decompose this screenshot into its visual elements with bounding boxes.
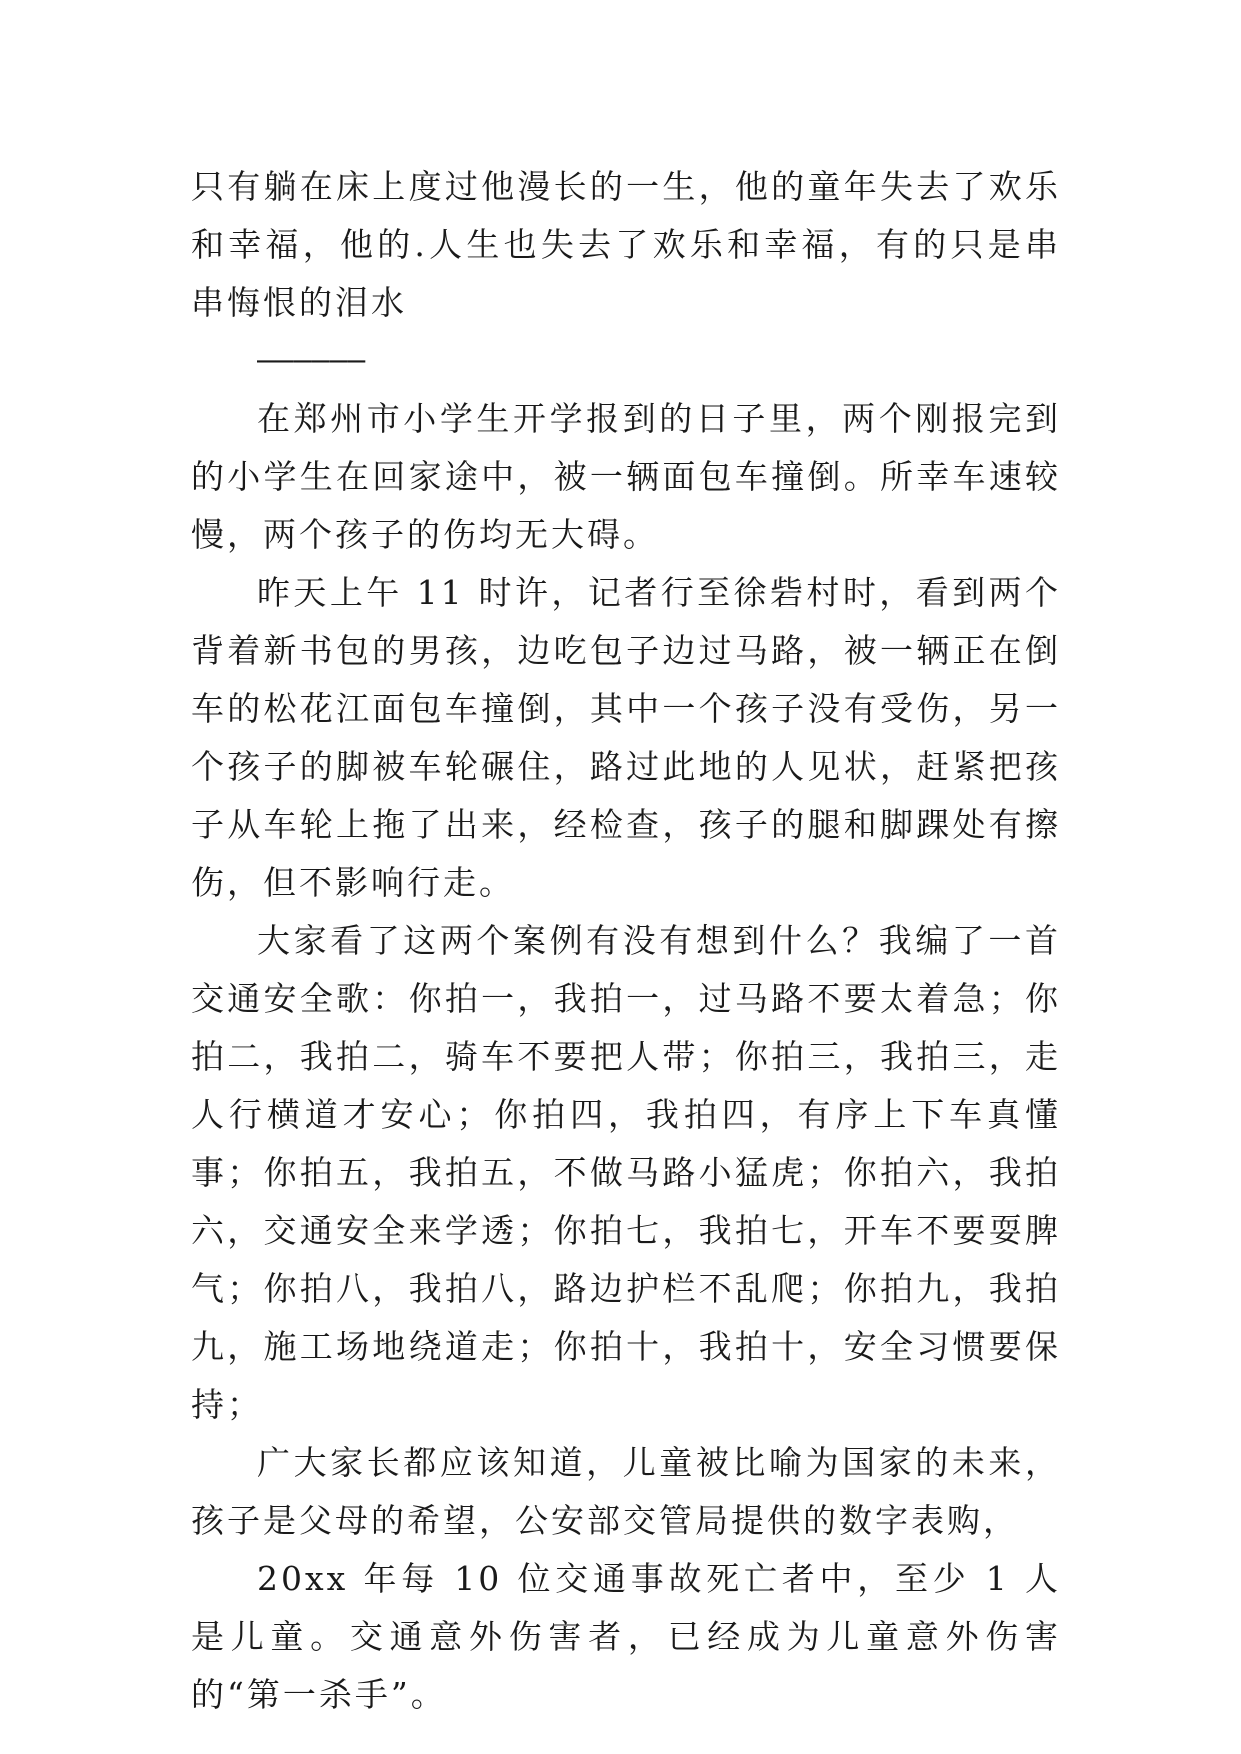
paragraph-safety-song: 大家看了这两个案例有没有想到什么？我编了一首交通安全歌：你拍一，我拍一，过马路不要太着急；你拍二，我拍二，骑车不要把人带；你拍三，我拍三，走人行横道才安心；你拍四，我拍四，有序上下车真懂事；你拍五，我拍五，不做马路小猛虎；你拍六，我拍六，交通安全来学透；你拍七，我拍七，开车不要耍脾气；你拍八，我拍八，路边护栏不乱爬；你拍九，我拍九，施工场地绕道走；你拍十，我拍十，安全习惯要保持； [191,921,1061,1424]
paragraph-zhengzhou-incident: 在郑州市小学生开学报到的日子里，两个刚报完到的小学生在回家途中，被一辆面包车撞倒。所幸车速较慢，两个孩子的伤均无大碍。 [191,399,1061,554]
separator-dashes: —————— [257,343,366,378]
body-text [191,158,1061,1724]
paragraph-parents: 广大家长都应该知道，儿童被比喻为国家的未来，孩子是父母的希望，公安部交管局提供的数字表购， [191,1443,1061,1540]
paragraph-statistics: 20xx 年每 10 位交通事故死亡者中，至少 1 人是儿童。交通意外伤害者，已经成为儿童意外伤害的“第一杀手”。 [191,1559,1061,1714]
paragraph-continuation: 只有躺在床上度过他漫长的一生，他的童年失去了欢乐和幸福，他的.人生也失去了欢乐和幸福，有的只是串串悔恨的泪水 [191,167,1061,322]
paragraph-reporter-account: 昨天上午 11 时许，记者行至徐砦村时，看到两个背着新书包的男孩，边吃包子边过马路，被一辆正在倒车的松花江面包车撞倒，其中一个孩子没有受伤，另一个孩子的脚被车轮碾住，路过此地的人见状，赶紧把孩子从车轮上拖了出来，经检查，孩子的腿和脚踝处有擦伤，但不影响行走。 [191,573,1061,902]
